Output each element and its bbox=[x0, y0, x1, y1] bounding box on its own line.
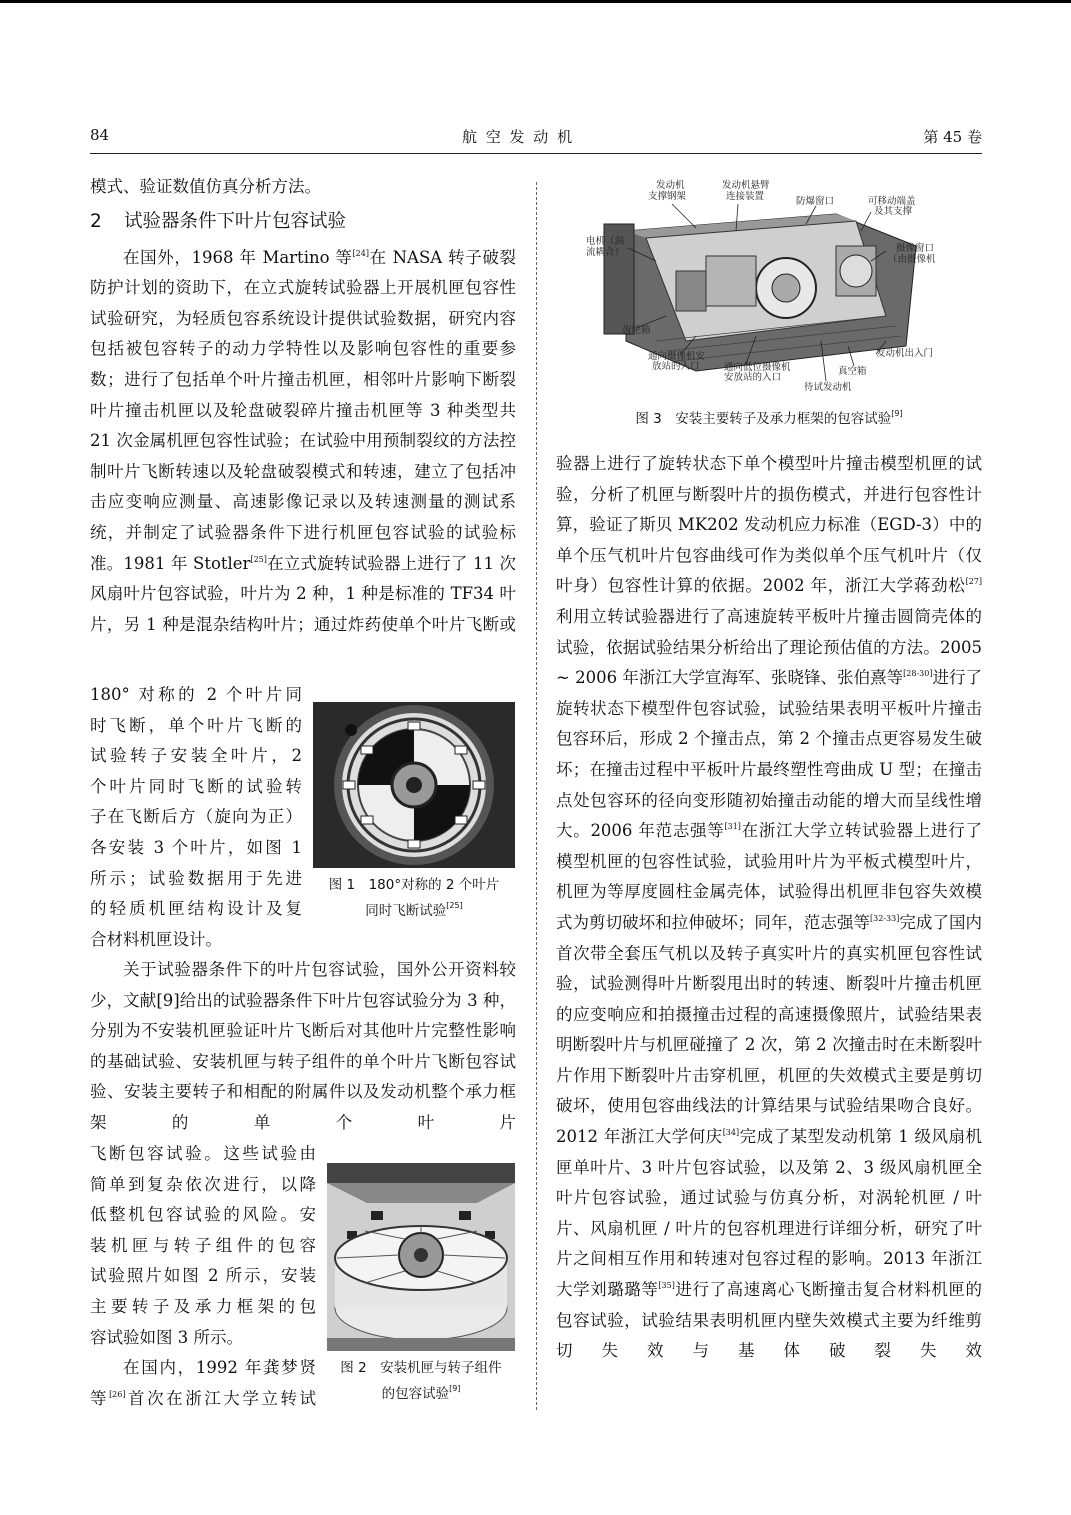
citation: [34] bbox=[722, 1128, 740, 1138]
line: 试验转子安装全叶片，2 bbox=[90, 746, 302, 766]
line: 的轻质机匣结构设计及复 bbox=[90, 899, 302, 919]
figure-3-image bbox=[586, 176, 942, 398]
figure-3 bbox=[586, 176, 942, 402]
fig3-label: 支撑钢架 bbox=[648, 191, 687, 202]
line: 子在飞断后方（旋向为正） bbox=[90, 807, 302, 827]
fig3-label: 通向摄像机安 bbox=[648, 351, 706, 362]
fig3-label: 放站的入口 bbox=[652, 361, 700, 372]
fig3-label: 通向低位摄像机 bbox=[724, 362, 791, 373]
fig3-label: 流耦合） bbox=[586, 247, 625, 258]
caption-line: 图 1 180°对称的 2 个叶片 bbox=[328, 877, 500, 893]
page-number: 84 bbox=[90, 126, 110, 144]
text: 在国外，1968 年 Martino 等 bbox=[123, 247, 353, 267]
text: 在浙江大学立转试验器上进行了模型机匣的包容性试验，试验用叶片为平板式模型叶片，机匣为等厚度圆柱金属壳体，试验得出机匣非包容失效模式为剪切破坏和拉伸破坏；同年，范志强等 bbox=[556, 821, 982, 932]
citation: [35] bbox=[658, 1281, 675, 1291]
paragraph-2: 关于试验器条件下的叶片包容试验，国外公开资料较少，文献[9]给出的试验器条件下叶片包容试验分为 3 种，分别为不安装机匣验证叶片飞断后对其他叶片完整性影响的基础试验、安装机匣与转子组件的单个叶片飞断包容试验、安装主要转子和相配的附属件以及发动机整个承力框架的单个叶片 bbox=[90, 960, 516, 1132]
paragraph-3 bbox=[556, 449, 982, 1367]
header-rule bbox=[90, 153, 982, 154]
citation: [32-33] bbox=[870, 913, 900, 923]
caption-line: 图 2 安装机匣与转子组件 bbox=[340, 1360, 502, 1376]
text: 的包容试验 bbox=[381, 1386, 450, 1402]
volume-label: 第 45 卷 bbox=[923, 128, 982, 146]
figure-1-caption bbox=[313, 872, 515, 924]
fig3-label: 发动机出入门 bbox=[876, 348, 934, 359]
citation: [9] bbox=[449, 1384, 461, 1393]
line bbox=[90, 1384, 316, 1415]
section-heading bbox=[90, 205, 516, 239]
fig3-label: （由摄像机 bbox=[888, 254, 936, 265]
caption-line bbox=[327, 1381, 515, 1407]
fig3-label: 可移动端盖 bbox=[868, 196, 916, 207]
line: 装机匣与转子组件的包容 bbox=[90, 1235, 316, 1255]
citation: [27] bbox=[965, 577, 982, 587]
right-column bbox=[556, 449, 982, 1367]
fig3-label: 连接装置 bbox=[726, 191, 765, 202]
line: 在国内，1992 年龚梦贤 bbox=[123, 1358, 316, 1378]
fig3-label: 防爆窗口 bbox=[796, 196, 835, 207]
text: 在立式旋转试验器上进行了 11 次风扇叶片包容试验，叶片为 2 种，1 种是标准的 TF34 叶片，另 1 种是混杂结构叶片；通过炸药使单个叶片飞断或 bbox=[90, 553, 516, 634]
fig3-label: 及其支撑 bbox=[874, 206, 913, 217]
fig3-label: 待试发动机 bbox=[804, 382, 852, 393]
line: 试验照片如图 2 所示，安装 bbox=[90, 1266, 316, 1286]
figure-1-image bbox=[313, 702, 515, 868]
citation: [24] bbox=[352, 248, 369, 258]
fig3-label: 发动机 bbox=[656, 180, 685, 191]
line: 简单到复杂依次进行，以降 bbox=[90, 1174, 316, 1194]
text: 等 bbox=[90, 1388, 110, 1408]
citation: [28-30] bbox=[903, 669, 933, 679]
text: 利用立转试验器进行了高速旋转平板叶片撞击圆筒壳体的试验，依据试验结果分析给出了理论预估值的方法。2005 ~ 2006 年浙江大学宣海军、张晓锋、张伯熹等 bbox=[556, 606, 982, 688]
text: 进行了高速离心飞断撞击复合材料机匣的包容试验，试验结果表明机匣内壁失效模式主要为纤维剪切失效与基体破裂失效 bbox=[556, 1280, 983, 1361]
left-paragraph-2 bbox=[90, 955, 516, 1139]
fig3-label: 摄像窗口 bbox=[896, 243, 935, 254]
figure-2-image bbox=[327, 1163, 515, 1351]
text: 首次在浙江大学立转试 bbox=[125, 1388, 317, 1408]
line: 低整机包容试验的风险。安 bbox=[90, 1205, 316, 1225]
fig3-label: 安放站的入口 bbox=[724, 372, 782, 383]
text: 验器上进行了旋转状态下单个模型叶片撞击模型机匣的试验，分析了机匣与断裂叶片的损伤模式，并进行包容性计算，验证了斯贝 MK202 发动机应力标准（EGD-3）中的单个压气机叶片包容曲线可作为类似单个压气机叶片（仅叶身）包容性计算的依据。2002 年，浙江大学蒋劲松 bbox=[556, 454, 982, 596]
section-number: 2 bbox=[90, 210, 102, 232]
citation: [25] bbox=[250, 554, 267, 564]
citation: [26] bbox=[109, 1389, 126, 1399]
fig3-label: 真空箱 bbox=[838, 366, 867, 377]
line: 各安装 3 个叶片，如图 1 bbox=[90, 837, 302, 857]
column-divider bbox=[536, 182, 537, 1410]
line: 180° 对称的 2 个叶片同 bbox=[90, 685, 302, 704]
line: 个叶片同时飞断的试验转 bbox=[90, 776, 302, 796]
line: 主要转子及承力框架的包 bbox=[90, 1296, 316, 1316]
line: 容试验如图 3 所示。 bbox=[90, 1327, 243, 1347]
text: 进行了旋转状态下模型件包容试验，试验结果表明平板叶片撞击包容环后，形成 2 个撞击点，第 2 个撞击点更容易发生破坏；在撞击过程中平板叶片最终塑性弯曲成 U 型；在撞击点处包容环的径向变形随初始撞击动能的增大而呈线性增大。2006 年范志强等 bbox=[556, 668, 983, 841]
text: 同时飞断试验 bbox=[365, 903, 447, 919]
text: 图 3 安装主要转子及承力框架的包容试验 bbox=[635, 411, 892, 427]
text: 完成了国内首次带全套压气机以及转子真实叶片的真实机匣包容性试验，试验测得叶片断裂甩出时的转速、断裂叶片撞击机匣的应变响应和拍摄撞击过程的高速摄像照片，试验结果表明断裂叶片与机匣碰撞了 2 次，第 2 次撞击时在未断裂叶片作用下断裂叶片击穿机匣，机匣的失效模式主要是剪切破坏，使用包容曲线法的计算结果与试验结果吻合良好。2012 年浙江大学何庆 bbox=[556, 912, 983, 1147]
text: 完成了某型发动机第 1 级风扇机匣单叶片、3 叶片包容试验，以及第 2、3 级风扇机匣全叶片包容试验，通过试验与仿真分析，对涡轮机匣 / 叶片、风扇机匣 / 叶片的包容机理进行详细分析，研究了叶片之间相互作用和转速对包容过程的影响。2013 年浙江大学刘璐璐等 bbox=[556, 1127, 982, 1300]
line: 合材料机匣设计。 bbox=[90, 929, 222, 949]
section-title: 试验器条件下叶片包容试验 bbox=[124, 210, 347, 232]
left-wrap-fig2 bbox=[90, 1139, 316, 1414]
left-wrap-fig1 bbox=[90, 680, 302, 955]
line: 飞断包容试验。这些试验由 bbox=[90, 1144, 316, 1163]
figure-2-caption bbox=[327, 1355, 515, 1407]
figure-1 bbox=[313, 702, 515, 924]
text: 在 NASA 转子破裂防护计划的资助下，在立式旋转试验器上开展机匣包容性试验研究，为轻质包容系统设计提供试验数据，研究内容包括被包容转子的动力学特性以及影响包容性的重要参数；进行了包括单个叶片撞击机匣，相邻叶片影响下断裂叶片撞击机匣以及轮盘破裂碎片撞击机匣等 3 种类型共 21 次金属机匣包容性试验；在试验中用预制裂纹的方法控制叶片飞断转速以及轮盘破裂模式和转速，建立了包括冲击应变响应测量、高速影像记录以及转速测量的测试系统，并制定了试验器条件下进行机匣包容试验的试验标准。1981 年 Stotler bbox=[90, 247, 516, 573]
left-column bbox=[90, 172, 516, 640]
line: 所示；试验数据用于先进 bbox=[90, 868, 302, 888]
top-rule bbox=[0, 0, 1071, 3]
citation: [9] bbox=[891, 409, 903, 418]
paragraph-end: 模式、验证数值仿真分析方法。 bbox=[90, 177, 321, 196]
caption-line bbox=[313, 898, 515, 924]
journal-title: 航 空 发 动 机 bbox=[462, 128, 575, 146]
figure-3-caption bbox=[556, 406, 982, 432]
figure-2 bbox=[327, 1163, 515, 1407]
citation: [31] bbox=[724, 822, 741, 832]
fig3-label: 发动机悬臂 bbox=[722, 180, 770, 191]
citation: [25] bbox=[446, 901, 463, 910]
fig3-label: 齿轮箱 bbox=[622, 325, 651, 336]
paragraph-1 bbox=[90, 243, 516, 641]
fig3-label: 电机（涡 bbox=[586, 236, 625, 247]
line: 时飞断，单个叶片飞断的 bbox=[90, 715, 302, 735]
